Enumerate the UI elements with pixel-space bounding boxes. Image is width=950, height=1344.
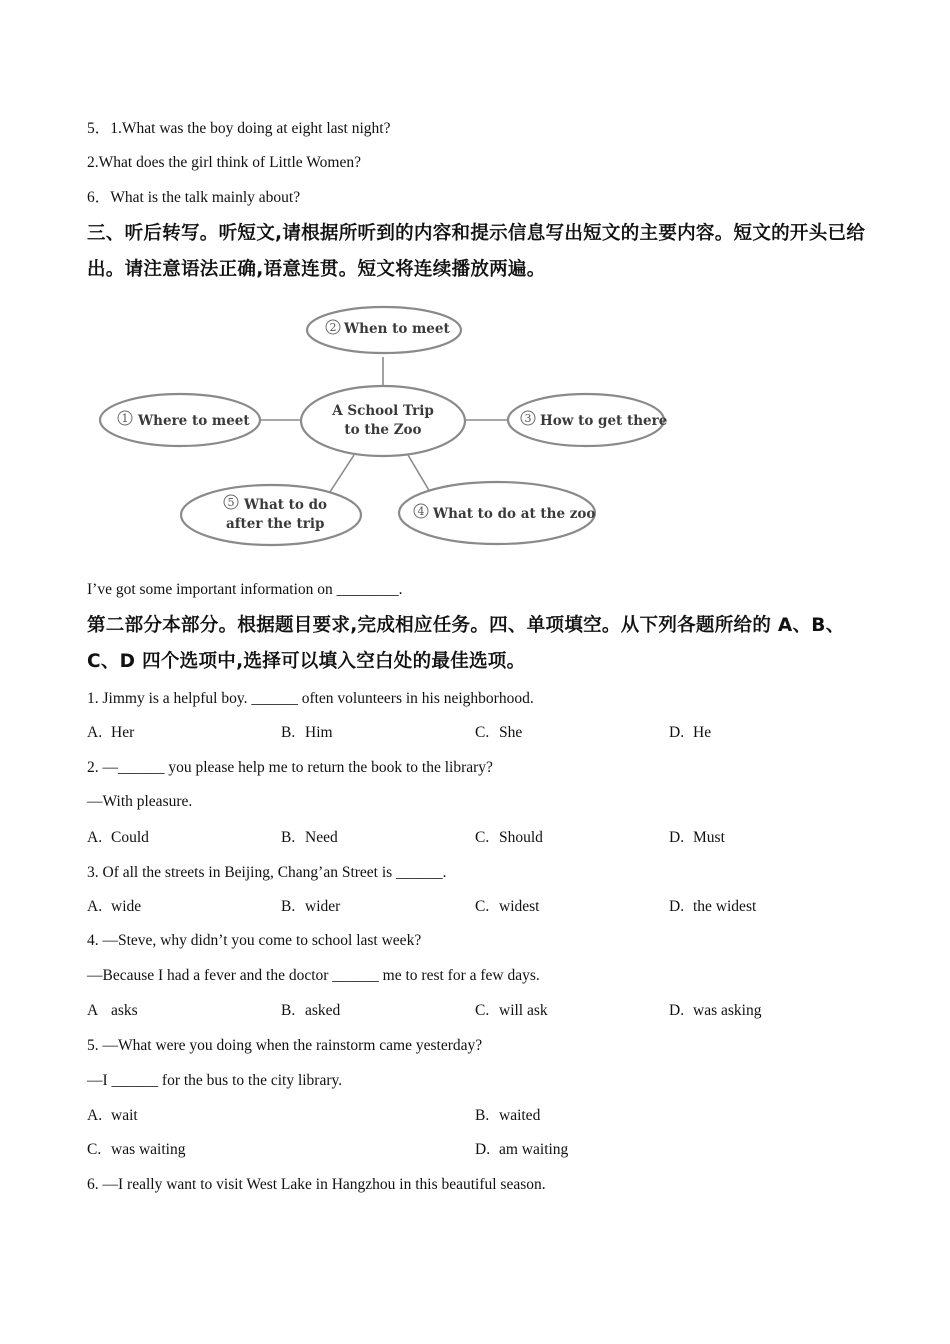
option-label: C. [475,1002,490,1019]
option-text: wait [111,1107,138,1124]
option-a[interactable] [87,828,149,848]
option-a[interactable] [87,897,141,917]
option-d[interactable] [669,1001,761,1021]
center-label: to the Zoo [344,422,422,438]
option-text: Could [111,829,149,846]
option-text: wider [305,898,341,915]
option-label: D. [475,1141,491,1158]
option-text: Him [305,724,333,741]
option-label: A. [87,724,103,741]
option-b[interactable] [281,1001,340,1021]
node-number: 1 [121,412,129,425]
mind-map-node-after [181,485,361,545]
option-label: A. [87,829,103,846]
node-number: 4 [417,505,425,518]
listening-question: 6．What is the talk mainly about? [87,189,301,206]
option-c[interactable] [475,1001,548,1021]
option-b[interactable] [281,828,338,848]
option-b[interactable] [475,1106,540,1126]
center-label: A School Trip [332,403,434,419]
mind-map-center [301,386,465,456]
option-text: the widest [693,898,757,915]
node-label: How to get there [540,413,668,429]
option-b[interactable] [281,723,333,743]
option-label: D. [669,898,685,915]
question-stem: —I ______ for the bus to the city library. [87,1072,343,1089]
option-a[interactable] [87,1106,138,1126]
option-text: wide [111,898,142,915]
option-text: She [499,724,523,741]
question-stem: 5. —What were you doing when the rainstorm came yesterday? [87,1037,483,1054]
option-label: D. [669,724,685,741]
option-text: am waiting [499,1141,569,1158]
option-label: B. [475,1107,490,1124]
option-text: waited [499,1107,541,1124]
option-text: Her [111,724,135,741]
option-label: B. [281,829,296,846]
connector-line [408,455,430,492]
node-label: What to do at the zoo [433,506,596,522]
option-label: B. [281,724,296,741]
option-d[interactable] [475,1140,568,1160]
option-c[interactable] [475,828,543,848]
option-text: asked [305,1002,341,1019]
node-label: What to do [244,497,328,513]
node-number: 3 [524,412,532,425]
connector-line [328,455,354,495]
option-label: D. [669,1002,685,1019]
option-label: C. [475,829,490,846]
option-label: B. [281,898,296,915]
option-label: C. [475,898,490,915]
mind-map-node-when [307,307,461,353]
mind-map-node-how [508,394,667,446]
option-c[interactable] [87,1140,185,1160]
option-label: A [87,1002,99,1019]
section-heading: 三、听后转写。听短文,请根据所听到的内容和提示信息写出短文的主要内容。短文的开头已给出。请注意语法正确,语意连贯。短文将连续播放两遍。 [87,223,866,280]
option-label: A. [87,898,103,915]
option-c[interactable] [475,723,522,743]
option-a[interactable] [87,723,134,743]
option-label: B. [281,1002,296,1019]
option-text: widest [499,898,540,915]
option-text: was waiting [111,1141,186,1158]
question-stem: —With pleasure. [87,793,193,810]
part-heading: 第二部分本部分。根据题目要求,完成相应任务。四、单项填空。从下列各题所给的 A、B、C、D 四个选项中,选择可以填入空白处的最佳选项。 [87,615,845,672]
transcription-start: I’ve got some important information on ________. [87,581,403,598]
question-stem: 2. —______ you please help me to return the book to the library? [87,759,493,776]
option-a[interactable] [87,1001,138,1021]
node-label: after the trip [226,516,325,532]
mind-map-diagram [88,295,688,555]
mind-map-node-where [100,394,260,446]
option-label: C. [87,1141,102,1158]
option-c[interactable] [475,897,539,917]
option-text: asks [111,1002,138,1019]
option-d[interactable] [669,723,711,743]
option-text: Need [305,829,338,846]
node-label: When to meet [344,321,450,337]
option-label: A. [87,1107,103,1124]
option-label: D. [669,829,685,846]
option-label: C. [475,724,490,741]
option-text: will ask [499,1002,548,1019]
question-stem: 3. Of all the streets in Beijing, Chang’an Street is ______. [87,864,447,881]
node-number: 2 [329,321,337,334]
listening-question: 2.What does the girl think of Little Women? [87,154,361,171]
node-label: Where to meet [138,413,250,429]
question-stem: 1. Jimmy is a helpful boy. ______ often volunteers in his neighborhood. [87,690,534,707]
node-number: 5 [227,496,235,509]
option-d[interactable] [669,828,725,848]
listening-question: 5．1.What was the boy doing at eight last night? [87,120,391,137]
mind-map-node-zoo [399,482,595,544]
option-text: Must [693,829,725,846]
option-text: He [693,724,712,741]
question-stem: 6. —I really want to visit West Lake in Hangzhou in this beautiful season. [87,1176,546,1193]
option-text: was asking [693,1002,762,1019]
option-text: Should [499,829,543,846]
option-d[interactable] [669,897,756,917]
option-b[interactable] [281,897,340,917]
question-stem: —Because I had a fever and the doctor ______ me to rest for a few days. [87,967,540,984]
question-stem: 4. —Steve, why didn’t you come to school last week? [87,932,422,949]
